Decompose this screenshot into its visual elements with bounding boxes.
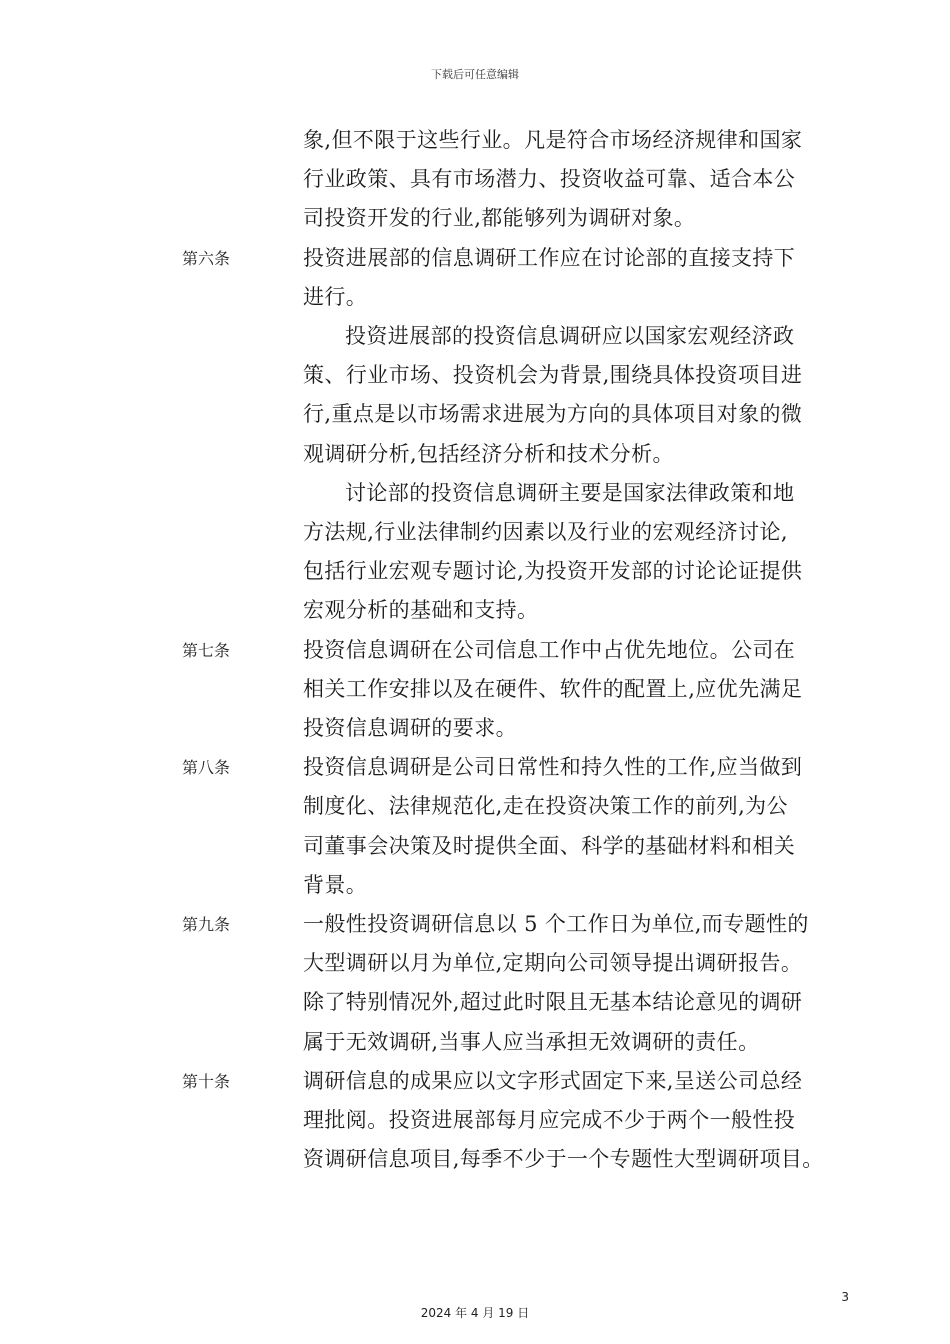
text-line: 观调研分析,包括经济分析和技术分析。: [303, 441, 674, 466]
text-line: 投资信息调研在公司信息工作中占优先地位。公司在: [303, 637, 796, 662]
text-line: 相关工作安排以及在硬件、软件的配置上,应优先满足: [303, 676, 803, 701]
document-body: [0, 121, 950, 1179]
text-line: 投资进展部的投资信息调研应以国家宏观经济政: [345, 324, 795, 349]
article-8: [0, 748, 950, 905]
text-line: 大型调研以月为单位,定期向公司领导提出调研报告。: [303, 951, 803, 976]
text-line: 策、行业市场、投资机会为背景,围绕具体投资项目进: [303, 363, 803, 388]
text-line: 投资信息调研的要求。: [303, 716, 517, 741]
article-6: [0, 239, 950, 317]
text-line: 方法规,行业法律制约因素以及行业的宏观经济讨论,: [303, 520, 788, 545]
paragraph: [303, 317, 848, 474]
article-7: [0, 631, 950, 749]
article-continuation: [0, 121, 950, 239]
text-line: 进行。: [303, 284, 368, 309]
article-label: 第八条: [182, 758, 231, 778]
article-6-paragraph-2: [0, 317, 950, 474]
page-number: 3: [841, 1290, 849, 1304]
text-line: 讨论部的投资信息调研主要是国家法律政策和地: [345, 480, 795, 505]
article-6-paragraph-3: [0, 474, 950, 631]
paragraph: [303, 239, 848, 317]
text-line: 理批阅。投资进展部每月应完成不少于两个一般性投: [303, 1108, 796, 1133]
text-line: 除了特别情况外,超过此时限且无基本结论意见的调研: [303, 990, 803, 1015]
text-line: 资调研信息项目,每季不少于一个专题性大型调研项目。: [303, 1147, 824, 1172]
text-line: 象,但不限于这些行业。凡是符合市场经济规律和国家: [303, 128, 803, 152]
text-line: 属于无效调研,当事人应当承担无效调研的责任。: [303, 1029, 760, 1054]
text-line: 宏观分析的基础和支持。: [303, 598, 539, 623]
paragraph: [303, 1062, 848, 1180]
text-line: 调研信息的成果应以文字形式固定下来,呈送公司总经: [303, 1068, 803, 1093]
text-line: 投资进展部的信息调研工作应在讨论部的直接支持下: [303, 245, 796, 270]
footer-date: 2024 年 4 月 19 日: [420, 1306, 530, 1320]
text-line: 投资信息调研是公司日常性和持久性的工作,应当做到: [303, 755, 803, 780]
text-line: 司投资开发的行业,都能够列为调研对象。: [303, 206, 696, 231]
article-label: 第七条: [182, 640, 231, 660]
article-label: 第九条: [182, 915, 231, 935]
text-line: 一般性投资调研信息以 5 个工作日为单位,而专题性的: [303, 912, 809, 937]
page-header: 下载后可任意编辑: [431, 68, 519, 81]
paragraph: [303, 631, 848, 749]
text-line: 制度化、法律规范化,走在投资决策工作的前列,为公: [303, 794, 788, 819]
text-line: 司董事会决策及时提供全面、科学的基础材料和相关: [303, 833, 796, 858]
article-label: 第十条: [182, 1071, 231, 1091]
article-label: 第六条: [182, 248, 231, 268]
text-line: 背景。: [303, 872, 368, 897]
paragraph: [303, 748, 848, 905]
article-10: [0, 1062, 950, 1180]
paragraph: [303, 474, 848, 631]
text-line: 行业政策、具有市场潜力、投资收益可靠、适合本公: [303, 167, 796, 192]
paragraph: [303, 905, 848, 1062]
text-line: 包括行业宏观专题讨论,为投资开发部的讨论论证提供: [303, 559, 803, 584]
text-line: 行,重点是以市场需求进展为方向的具体项目对象的微: [303, 402, 803, 427]
article-9: [0, 905, 950, 1062]
paragraph: [303, 121, 848, 239]
